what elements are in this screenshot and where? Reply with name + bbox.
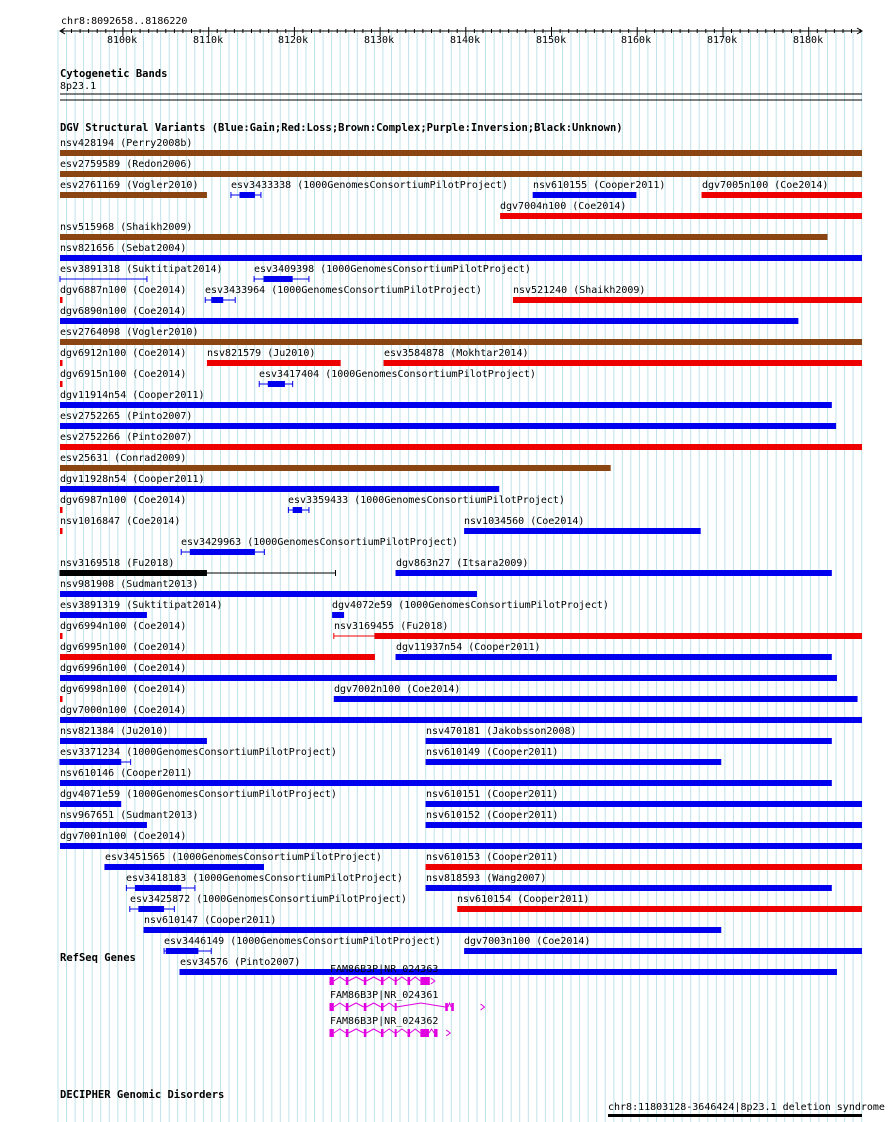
dgv-feature-bar[interactable] — [426, 801, 862, 807]
dgv-feature-label[interactable]: dgv6890n100 (Coe2014) — [60, 306, 187, 317]
dgv-feature-bar[interactable] — [60, 780, 832, 786]
refseq-exon[interactable] — [445, 1003, 448, 1011]
refseq-intron — [348, 1029, 363, 1033]
refseq-exon[interactable] — [408, 977, 411, 985]
dgv-feature-bar[interactable] — [464, 948, 862, 954]
refseq-exon[interactable] — [395, 1003, 397, 1011]
dgv-feature-bar[interactable] — [60, 633, 63, 639]
dgv-feature-bar[interactable] — [60, 192, 207, 198]
dgv-feature-bar[interactable] — [268, 381, 285, 387]
dgv-feature-label[interactable]: nsv428194 (Perry2008b) — [60, 138, 193, 149]
dgv-feature-label[interactable]: dgv6994n100 (Coe2014) — [60, 621, 187, 632]
ruler-tick-label: 8180k — [793, 35, 824, 46]
dgv-feature-bar[interactable] — [457, 906, 862, 912]
dgv-feature-label[interactable]: esv3446149 (1000GenomesConsortiumPilotProject) — [164, 936, 441, 947]
dgv-feature-bar[interactable] — [60, 570, 207, 576]
refseq-intron — [334, 1003, 346, 1007]
dgv-feature-bar[interactable] — [135, 885, 181, 891]
dgv-feature-bar[interactable] — [332, 612, 344, 618]
dgv-feature-label[interactable]: dgv11914n54 (Cooper2011) — [60, 390, 205, 401]
ruler-tick-label: 8140k — [450, 35, 481, 46]
refseq-intron — [348, 1003, 363, 1007]
ruler-tick-label: 8110k — [193, 35, 224, 46]
refseq-exon[interactable] — [346, 1029, 349, 1037]
ruler-tick-label: 8150k — [536, 35, 567, 46]
dgv-feature-bar[interactable] — [60, 507, 63, 513]
dgv-feature-bar[interactable] — [144, 927, 722, 933]
dgv-feature-bar[interactable] — [293, 507, 302, 513]
dgv-feature-bar[interactable] — [180, 969, 837, 975]
decipher-feature-label[interactable]: chr8:11803128-3646424|8p23.1 deletion syndrome — [608, 1102, 885, 1113]
dgv-feature-bar[interactable] — [60, 171, 862, 177]
refseq-intron — [396, 1029, 407, 1033]
dgv-feature-bar[interactable] — [60, 255, 862, 261]
dgv-feature-label[interactable]: esv3417404 (1000GenomesConsortiumPilotProject) — [259, 369, 536, 380]
dgv-feature-label[interactable]: esv3433338 (1000GenomesConsortiumPilotProject) — [231, 180, 508, 191]
dgv-feature-label[interactable]: dgv11937n54 (Cooper2011) — [396, 642, 541, 653]
dgv-feature-label[interactable]: nsv821384 (Ju2010) — [60, 726, 169, 737]
dgv-feature-label[interactable]: dgv7004n100 (Coe2014) — [500, 201, 627, 212]
dgv-feature-label[interactable]: esv3429963 (1000GenomesConsortiumPilotProject) — [181, 537, 458, 548]
dgv-feature-bar[interactable] — [426, 738, 832, 744]
refseq-intron — [366, 1003, 381, 1007]
dgv-feature-label[interactable]: nsv610149 (Cooper2011) — [426, 747, 559, 758]
dgv-feature-bar[interactable] — [60, 234, 828, 240]
dgv-feature-bar[interactable] — [60, 423, 836, 429]
refseq-exon[interactable] — [381, 1003, 384, 1011]
dgv-feature-bar[interactable] — [60, 801, 121, 807]
refseq-strand-arrow — [431, 978, 435, 984]
refseq-track-title: RefSeq Genes — [60, 952, 136, 964]
refseq-intron — [396, 1003, 445, 1007]
dgv-feature-bar[interactable] — [60, 402, 832, 408]
dgv-feature-label[interactable]: esv3425872 (1000GenomesConsortiumPilotProject) — [130, 894, 407, 905]
dgv-feature-bar[interactable] — [105, 864, 264, 870]
refseq-exon[interactable] — [451, 1003, 454, 1011]
dgv-feature-label[interactable]: esv3409398 (1000GenomesConsortiumPilotProject) — [254, 264, 531, 275]
refseq-exon[interactable] — [330, 1029, 334, 1037]
dgv-feature-label[interactable]: nsv3169518 (Fu2018) — [60, 558, 175, 569]
refseq-exon[interactable] — [330, 977, 334, 985]
refseq-intron — [448, 1003, 451, 1007]
dgv-feature-bar[interactable] — [60, 360, 63, 366]
dgv-feature-bar[interactable] — [396, 570, 832, 576]
location-label: chr8:8092658..8186220 — [61, 16, 188, 27]
dgv-feature-bar[interactable] — [464, 528, 701, 534]
dgv-feature-label[interactable]: dgv4072e59 (1000GenomesConsortiumPilotProject) — [332, 600, 609, 611]
dgv-feature-bar[interactable] — [60, 612, 147, 618]
refseq-exon[interactable] — [364, 1029, 367, 1037]
dgv-feature-label[interactable]: dgv6887n100 (Coe2014) — [60, 285, 187, 296]
refseq-exon[interactable] — [420, 977, 429, 985]
ruler-tick-label: 8130k — [364, 35, 395, 46]
ruler-tick-label: 8100k — [107, 35, 138, 46]
refseq-exon[interactable] — [346, 977, 349, 985]
dgv-feature-bar[interactable] — [426, 885, 832, 891]
dgv-feature-bar[interactable] — [60, 150, 862, 156]
dgv-feature-label[interactable]: dgv863n27 (Itsara2009) — [396, 558, 529, 569]
dgv-feature-label[interactable]: dgv6996n100 (Coe2014) — [60, 663, 187, 674]
dgv-feature-bar[interactable] — [60, 591, 477, 597]
dgv-feature-label[interactable]: dgv6995n100 (Coe2014) — [60, 642, 187, 653]
dgv-feature-label[interactable]: nsv470181 (Jakobsson2008) — [426, 726, 577, 737]
refseq-exon[interactable] — [381, 977, 384, 985]
dgv-feature-bar[interactable] — [60, 318, 798, 324]
refseq-intron — [410, 977, 420, 981]
dgv-feature-bar[interactable] — [240, 192, 255, 198]
dgv-feature-bar[interactable] — [375, 633, 862, 639]
dgv-feature-bar[interactable] — [334, 696, 858, 702]
refseq-intron — [410, 1029, 420, 1033]
refseq-intron — [396, 977, 407, 981]
dgv-feature-bar[interactable] — [426, 759, 722, 765]
dgv-feature-label[interactable]: nsv610146 (Cooper2011) — [60, 768, 193, 779]
refseq-strand-arrow — [481, 1004, 485, 1010]
dgv-feature-bar[interactable] — [190, 549, 255, 555]
dgv-feature-label[interactable]: esv3359433 (1000GenomesConsortiumPilotProject) — [288, 495, 565, 506]
dgv-feature-label[interactable]: dgv6915n100 (Coe2014) — [60, 369, 187, 380]
dgv-feature-label[interactable]: esv3451565 (1000GenomesConsortiumPilotProject) — [105, 852, 382, 863]
dgv-feature-label[interactable]: dgv7002n100 (Coe2014) — [334, 684, 461, 695]
dgv-feature-label[interactable]: esv3433964 (1000GenomesConsortiumPilotProject) — [205, 285, 482, 296]
dgv-feature-label[interactable]: esv3891319 (Suktitipat2014) — [60, 600, 223, 611]
dgv-feature-bar[interactable] — [60, 381, 63, 387]
dgv-feature-bar[interactable] — [166, 948, 199, 954]
dgv-feature-label[interactable]: esv2752265 (Pinto2007) — [60, 411, 193, 422]
refseq-exon[interactable] — [420, 1029, 429, 1037]
dgv-feature-label[interactable]: dgv6987n100 (Coe2014) — [60, 495, 187, 506]
dgv-feature-label[interactable]: dgv6912n100 (Coe2014) — [60, 348, 187, 359]
dgv-feature-label[interactable]: esv3418183 (1000GenomesConsortiumPilotProject) — [126, 873, 403, 884]
dgv-feature-bar[interactable] — [396, 654, 832, 660]
dgv-feature-label[interactable]: nsv610153 (Cooper2011) — [426, 852, 559, 863]
refseq-gene-label[interactable]: FAM86B3P|NR_024363 — [330, 964, 439, 975]
ruler-tick-label: 8170k — [707, 35, 738, 46]
dgv-feature-label[interactable]: nsv521240 (Shaikh2009) — [513, 285, 646, 296]
ruler-tick-label: 8160k — [621, 35, 652, 46]
dgv-feature-label[interactable]: nsv3169455 (Fu2018) — [334, 621, 449, 632]
refseq-exon[interactable] — [364, 977, 367, 985]
dgv-feature-bar[interactable] — [60, 675, 837, 681]
dgv-track-title: DGV Structural Variants (Blue:Gain;Red:Loss;Brown:Complex;Purple:Inversion;Black:Unknown) — [60, 122, 623, 134]
dgv-feature-bar[interactable] — [264, 276, 293, 282]
dgv-feature-label[interactable]: nsv967651 (Sudmant2013) — [60, 810, 199, 821]
dgv-feature-label[interactable]: nsv610147 (Cooper2011) — [144, 915, 277, 926]
refseq-exon[interactable] — [381, 1029, 384, 1037]
refseq-intron — [366, 1029, 381, 1033]
refseq-intron — [384, 1029, 395, 1033]
dgv-feature-bar[interactable] — [138, 906, 164, 912]
dgv-feature-bar[interactable] — [60, 486, 499, 492]
dgv-feature-bar[interactable] — [60, 822, 147, 828]
refseq-exon[interactable] — [434, 1029, 437, 1037]
refseq-gene-label[interactable]: FAM86B3P|NR_024362 — [330, 1016, 439, 1027]
decipher-feature-bar[interactable] — [608, 1114, 862, 1117]
refseq-intron — [366, 977, 381, 981]
dgv-feature-label[interactable]: dgv7000n100 (Coe2014) — [60, 705, 187, 716]
decipher-track-title: DECIPHER Genomic Disorders — [60, 1089, 225, 1101]
dgv-feature-bar[interactable] — [60, 339, 862, 345]
dgv-feature-bar[interactable] — [426, 822, 862, 828]
dgv-feature-label[interactable]: nsv981908 (Sudmant2013) — [60, 579, 199, 590]
refseq-exon[interactable] — [395, 977, 397, 985]
dgv-feature-bar[interactable] — [60, 759, 121, 765]
refseq-intron — [384, 1003, 395, 1007]
dgv-feature-bar[interactable] — [60, 654, 375, 660]
dgv-feature-label[interactable]: dgv6998n100 (Coe2014) — [60, 684, 187, 695]
dgv-feature-bar[interactable] — [60, 465, 611, 471]
dgv-feature-label[interactable]: dgv7005n100 (Coe2014) — [702, 180, 829, 191]
dgv-feature-label[interactable]: nsv821579 (Ju2010) — [207, 348, 316, 359]
dgv-feature-label[interactable]: nsv1016847 (Coe2014) — [60, 516, 181, 527]
refseq-intron — [384, 977, 395, 981]
dgv-feature-label[interactable]: dgv7001n100 (Coe2014) — [60, 831, 187, 842]
dgv-feature-bar[interactable] — [60, 528, 63, 534]
dgv-feature-label[interactable]: esv3891318 (Suktitipat2014) — [60, 264, 223, 275]
dgv-feature-label[interactable]: esv34576 (Pinto2007) — [180, 957, 301, 968]
dgv-feature-label[interactable]: nsv610155 (Cooper2011) — [533, 180, 666, 191]
dgv-feature-label[interactable]: nsv515968 (Shaikh2009) — [60, 222, 193, 233]
dgv-feature-bar[interactable] — [426, 864, 862, 870]
dgv-feature-label[interactable]: esv2759589 (Redon2006) — [60, 159, 193, 170]
dgv-feature-label[interactable]: dgv11928n54 (Cooper2011) — [60, 474, 205, 485]
dgv-feature-bar[interactable] — [702, 192, 862, 198]
ruler-tick-label: 8120k — [278, 35, 309, 46]
dgv-feature-bar[interactable] — [60, 738, 207, 744]
dgv-feature-label[interactable]: esv2761169 (Vogler2010) — [60, 180, 199, 191]
dgv-feature-bar[interactable] — [60, 843, 862, 849]
dgv-feature-bar[interactable] — [60, 444, 862, 450]
dgv-feature-label[interactable]: dgv4071e59 (1000GenomesConsortiumPilotProject) — [60, 789, 337, 800]
dgv-feature-label[interactable]: nsv610151 (Cooper2011) — [426, 789, 559, 800]
dgv-feature-label[interactable]: esv3371234 (1000GenomesConsortiumPilotProject) — [60, 747, 337, 758]
dgv-feature-bar[interactable] — [384, 360, 862, 366]
refseq-exon[interactable] — [395, 1029, 397, 1037]
dgv-feature-label[interactable]: esv2752266 (Pinto2007) — [60, 432, 193, 443]
dgv-feature-bar[interactable] — [211, 297, 223, 303]
dgv-feature-label[interactable]: nsv610154 (Cooper2011) — [457, 894, 590, 905]
dgv-feature-label[interactable]: nsv818593 (Wang2007) — [426, 873, 547, 884]
refseq-exon[interactable] — [364, 1003, 367, 1011]
refseq-exon[interactable] — [330, 1003, 334, 1011]
refseq-intron — [334, 1029, 346, 1033]
dgv-feature-label[interactable]: esv25631 (Conrad2009) — [60, 453, 187, 464]
refseq-exon[interactable] — [346, 1003, 349, 1011]
dgv-feature-bar[interactable] — [60, 297, 63, 303]
refseq-intron — [429, 1029, 434, 1033]
cyto-track-title: Cytogenetic Bands — [60, 68, 168, 80]
dgv-feature-label[interactable]: esv3584878 (Mokhtar2014) — [384, 348, 529, 359]
dgv-feature-label[interactable]: nsv610152 (Cooper2011) — [426, 810, 559, 821]
dgv-feature-bar[interactable] — [500, 213, 862, 219]
dgv-feature-bar[interactable] — [60, 717, 862, 723]
dgv-feature-bar[interactable] — [60, 696, 63, 702]
dgv-feature-label[interactable]: esv2764098 (Vogler2010) — [60, 327, 199, 338]
cyto-band-label: 8p23.1 — [60, 81, 97, 92]
dgv-feature-label[interactable]: nsv821656 (Sebat2004) — [60, 243, 187, 254]
dgv-feature-label[interactable]: dgv7003n100 (Coe2014) — [464, 936, 591, 947]
dgv-feature-bar[interactable] — [207, 360, 341, 366]
refseq-gene-label[interactable]: FAM86B3P|NR_024361 — [330, 990, 439, 1001]
dgv-feature-bar[interactable] — [513, 297, 862, 303]
refseq-exon[interactable] — [408, 1029, 411, 1037]
dgv-feature-label[interactable]: nsv1034560 (Coe2014) — [464, 516, 585, 527]
refseq-strand-arrow — [446, 1030, 450, 1036]
dgv-feature-bar[interactable] — [533, 192, 637, 198]
refseq-intron — [334, 977, 346, 981]
refseq-intron — [348, 977, 363, 981]
